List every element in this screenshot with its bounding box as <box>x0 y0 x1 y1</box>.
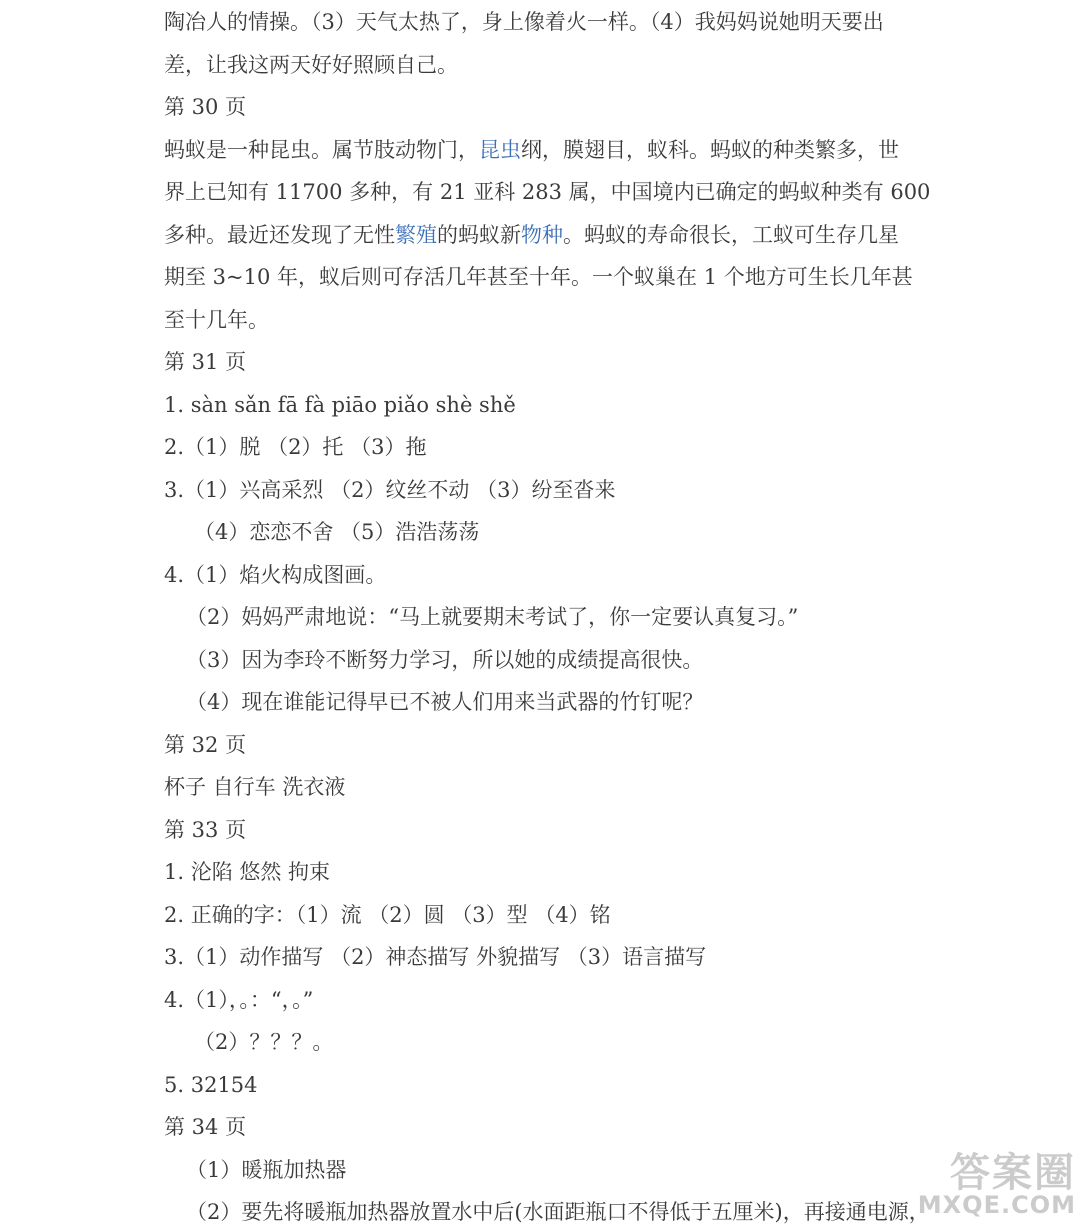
watermark-top: 答案圈 <box>950 1150 1076 1196</box>
page-heading: 第 33 页 <box>164 818 247 842</box>
page-heading: 第 34 页 <box>164 1115 247 1139</box>
text-line: 差，让我这两天好好照顾自己。 <box>164 53 458 77</box>
paragraph-line <box>164 221 899 249</box>
answer-line: （3）因为李玲不断努力学习，所以她的成绩提高很快。 <box>186 648 704 672</box>
link-species[interactable]: 物种 <box>521 223 563 247</box>
answer-line: 4.（1）焰火构成图画。 <box>164 563 387 587</box>
answer-line: 杯子 自行车 洗衣液 <box>164 775 346 799</box>
answer-line: （2）？？？。 <box>194 1030 334 1054</box>
text-line: 陶冶人的情操。（3）天气太热了，身上像着火一样。（4）我妈妈说她明天要出 <box>164 10 884 34</box>
link-insect[interactable]: 昆虫 <box>479 138 521 162</box>
text-run: 。蚂蚁的寿命很长，工蚁可生存几星 <box>563 223 899 247</box>
answer-line: 2.（1）脱 （2）托 （3）拖 <box>164 435 427 459</box>
paragraph-line: 期至 3~10 年，蚁后则可存活几年甚至十年。一个蚁巢在 1 个地方可生长几年甚 <box>164 265 913 289</box>
answer-line: （4）恋恋不舍 （5）浩浩荡荡 <box>194 520 480 544</box>
watermark-logo <box>880 1141 1076 1221</box>
page-heading: 第 30 页 <box>164 95 247 119</box>
text-run: 蚂蚁是一种昆虫。属节肢动物门， <box>164 138 479 162</box>
answer-line: 5. 32154 <box>164 1073 258 1097</box>
answer-line: （4）现在谁能记得早已不被人们用来当武器的竹钉呢？ <box>186 690 704 714</box>
answer-line: （2）妈妈严肃地说：“马上就要期末考试了，你一定要认真复习。” <box>186 605 799 629</box>
page-heading: 第 31 页 <box>164 350 247 374</box>
answer-line: （2）要先将暖瓶加热器放置水中后(水面距瓶口不得低于五厘米)，再接通电源， <box>186 1200 930 1224</box>
link-reproduction[interactable]: 繁殖 <box>395 223 437 247</box>
answer-line: 1. 沦陷 悠然 拘束 <box>164 860 331 884</box>
paragraph-line: 界上已知有 11700 多种，有 21 亚科 283 属，中国境内已确定的蚂蚁种类有 600 <box>164 180 931 204</box>
text-run: 多种。最近还发现了无性 <box>164 223 395 247</box>
text-run: 纲，膜翅目，蚁科。蚂蚁的种类繁多，世 <box>521 138 899 162</box>
text-run: 的蚂蚁新 <box>437 223 521 247</box>
answer-line: 3.（1）兴高采烈 （2）纹丝不动 （3）纷至沓来 <box>164 478 616 502</box>
paragraph-line <box>164 136 899 164</box>
watermark-bottom: MXQE.COM <box>917 1191 1076 1219</box>
page-heading: 第 32 页 <box>164 733 247 757</box>
answer-line: 3.（1）动作描写 （2）神态描写 外貌描写 （3）语言描写 <box>164 945 707 969</box>
answer-line: （1）暖瓶加热器 <box>186 1158 347 1182</box>
answer-line: 2. 正确的字：（1）流 （2）圆 （3）型 （4）铭 <box>164 903 611 927</box>
answer-line: 1. sàn sǎn fā fà piāo piǎo shè shě <box>164 393 516 417</box>
paragraph-line: 至十几年。 <box>164 308 269 332</box>
answer-line: 4.（1），。：“，。” <box>164 988 314 1012</box>
